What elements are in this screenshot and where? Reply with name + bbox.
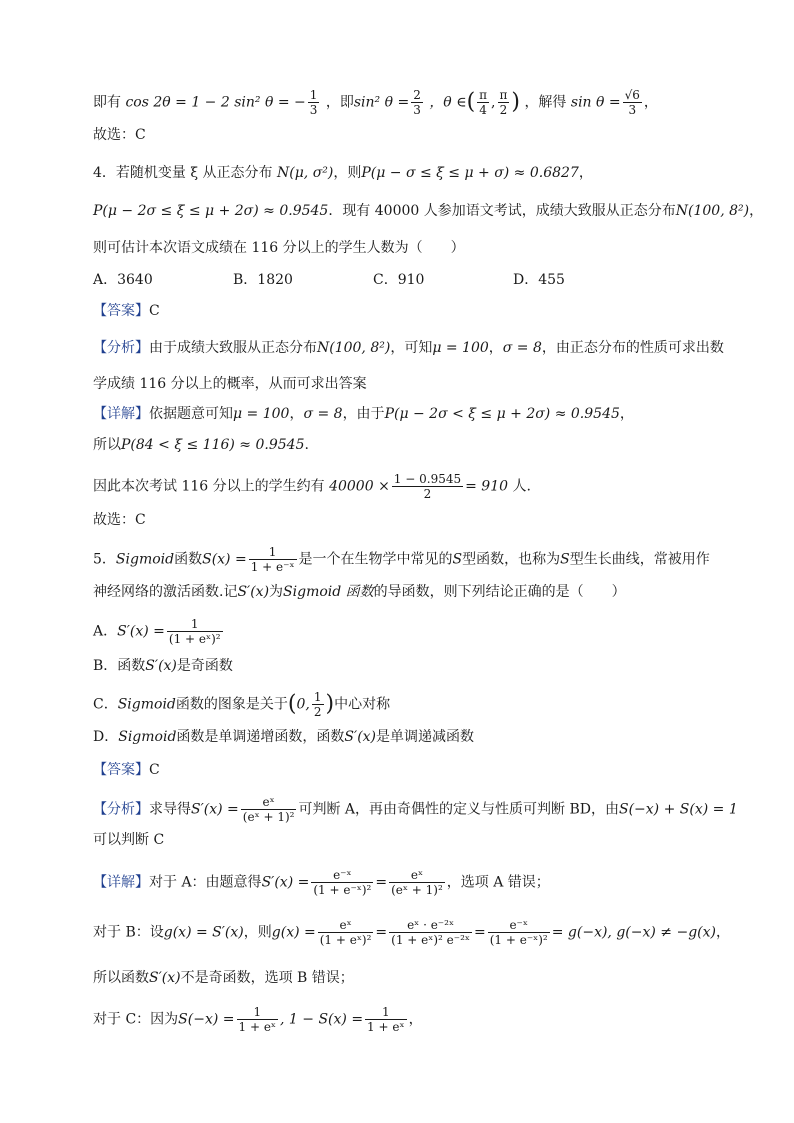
question-5-detail-a <box>93 868 550 897</box>
fraction <box>167 617 223 646</box>
question-5-line-1 <box>93 545 710 574</box>
question-4-line-2 <box>93 201 763 221</box>
math: σ = 8 <box>502 340 542 356</box>
math: P(μ − σ ≤ ξ ≤ μ + σ) ≈ 0.6827 <box>361 165 579 181</box>
text: ， <box>289 406 304 422</box>
text: A． <box>93 623 118 640</box>
fraction <box>308 88 320 117</box>
numerator: 1 <box>381 1005 390 1019</box>
math: S′(x) <box>237 584 270 600</box>
math: N(100, 8²) <box>317 340 391 356</box>
math: P(84 < ξ ≤ 116) ≈ 0.9545 <box>121 437 305 453</box>
question-5-option-c <box>93 690 390 719</box>
text: 是一个在生物学中常见的 <box>298 551 453 568</box>
math: P(μ − 2σ < ξ ≤ μ + 2σ) ≈ 0.9545 <box>384 406 620 422</box>
text: ， <box>619 406 634 422</box>
fraction <box>389 918 472 947</box>
text: ，则 <box>333 165 362 181</box>
text: 型生长曲线，常被用作 <box>569 551 710 568</box>
denominator: 3 <box>623 102 642 117</box>
text: ， <box>488 340 503 356</box>
denominator: (1 + e⁻ˣ)² <box>313 883 372 897</box>
text: ， <box>408 1011 423 1028</box>
numerator: e⁻ˣ <box>509 918 528 932</box>
paren: ) <box>511 89 520 115</box>
math: S(−x) = <box>178 1011 235 1028</box>
math: = 910 <box>465 478 509 495</box>
numerator: π <box>499 88 508 102</box>
answer-tag: 【答案】 <box>93 303 149 319</box>
numerator: eˣ <box>262 795 275 809</box>
numerator: e⁻ˣ <box>333 868 352 882</box>
text: = <box>375 924 388 941</box>
text: 5． <box>93 551 116 568</box>
math: cos 2θ = 1 − 2 sin² θ = − <box>125 94 306 111</box>
text: ， <box>643 94 658 111</box>
numerator: 1 <box>253 1005 262 1019</box>
text: 函数的图象是关于 <box>175 696 288 713</box>
numerator: 1 <box>309 88 318 102</box>
math: Sigmoid <box>117 696 176 713</box>
option-a: A．3640 <box>93 272 153 288</box>
denominator: 3 <box>309 103 318 117</box>
option-b: B．1820 <box>233 272 293 288</box>
text: 即有 <box>93 94 121 111</box>
denominator: 1 + e⁻ˣ <box>250 560 295 574</box>
math: Sigmoid <box>115 551 175 568</box>
denominator: (eˣ + 1)² <box>242 810 295 824</box>
fraction <box>237 1005 279 1034</box>
math: sin θ = <box>570 94 621 111</box>
numerator: 2 <box>413 88 421 102</box>
detail-tag: 【详解】 <box>93 874 149 891</box>
text: 对于 B：设 <box>93 924 164 941</box>
fraction <box>411 88 423 117</box>
question-4-line-1 <box>93 163 593 183</box>
text: 因此本次考试 116 分以上的学生约有 <box>93 478 325 495</box>
question-5-detail-b <box>93 918 730 947</box>
math: S′(x) = <box>261 874 310 891</box>
question-4-options <box>93 270 565 290</box>
math: P(μ − 2σ ≤ ξ ≤ μ + 2σ) ≈ 0.9545 <box>93 203 329 219</box>
denominator: (eˣ + 1)² <box>391 883 443 897</box>
numerator: π <box>479 88 488 102</box>
numerator: eˣ <box>410 868 424 882</box>
math: S(−x) + S(x) = 1 <box>619 801 738 818</box>
fraction <box>365 1005 407 1034</box>
answer-select-line: 故选：C <box>93 127 146 143</box>
text: ，由于 <box>342 406 385 422</box>
text: 不是奇函数，选项 B 错误； <box>180 970 354 986</box>
math: S <box>452 551 463 568</box>
text: 型函数，也称为 <box>462 551 561 568</box>
denominator: 2 <box>392 486 463 501</box>
fraction <box>392 472 463 501</box>
text: ， <box>749 203 764 219</box>
text: 函数 <box>174 551 203 568</box>
math: S′(x) = <box>191 801 239 818</box>
paren: ) <box>325 691 335 717</box>
math: S(x) = <box>202 551 247 568</box>
fraction <box>389 868 445 897</box>
question-5-analysis-line-2: 可以判断 C <box>93 832 165 848</box>
question-5-detail-c <box>93 1005 423 1034</box>
paren: ( <box>287 691 297 717</box>
numerator: eˣ · e⁻²ˣ <box>407 918 455 932</box>
text: 4．若随机变量 ξ 从正态分布 <box>93 165 273 181</box>
math: , 1 − S(x) = <box>280 1011 364 1028</box>
answer-tag: 【答案】 <box>93 762 149 778</box>
question-4-detail-line-2 <box>93 435 309 455</box>
text: 为 <box>269 584 284 600</box>
math: g(x) = S′(x) <box>163 924 244 941</box>
text: 所以函数 <box>93 970 149 986</box>
detail-tag: 【详解】 <box>93 406 149 422</box>
math: μ = 100 <box>432 340 489 356</box>
question-5-detail-b-line-2 <box>93 968 354 988</box>
math: S′(x) = <box>117 623 165 640</box>
analysis-tag: 【分析】 <box>93 340 149 356</box>
denominator: (1 + e⁻ˣ)² <box>489 933 548 947</box>
text: 依据题意可知 <box>149 406 233 422</box>
text: B．函数 <box>93 658 146 674</box>
text: ．现有 40000 人参加语文考试，成绩大致服从正态分布 <box>328 203 676 219</box>
answer-value: C <box>149 303 160 319</box>
numerator: 1 − 0.9545 <box>393 472 462 486</box>
numerator: eˣ <box>339 918 352 932</box>
text: C． <box>93 696 118 713</box>
math: g(x) = <box>271 924 316 941</box>
denominator: 4 <box>477 102 489 117</box>
denominator: 1 + eˣ <box>367 1020 405 1034</box>
question-4-detail-line-3 <box>93 472 531 501</box>
text: ， <box>578 165 593 181</box>
question-5-option-d <box>93 727 474 747</box>
denominator: 2 <box>313 705 322 719</box>
text: 是奇函数 <box>176 658 233 674</box>
math: S′(x) <box>149 970 181 986</box>
fraction <box>488 918 550 947</box>
denominator: 3 <box>413 103 421 117</box>
numerator: 1 <box>268 545 277 559</box>
question-4-detail <box>93 404 634 424</box>
text: 对于 C：因为 <box>93 1011 179 1028</box>
math: sin² θ = <box>353 94 410 111</box>
text: 是单调递减函数 <box>376 729 475 745</box>
text: ，则 <box>243 924 272 941</box>
math: 0, <box>296 696 310 713</box>
solution-line-sin: 即有 cos 2θ = 1 − 2 sin² θ = − $\frac{1}{3}$ ，即sin² θ = $\frac{2}{3}$ ，θ ∈( $\frac{\pi}{4}$ , $\frac{\pi}{2}$ ) ，解得 sin θ = $\frac{√6}{3}$ ， <box>93 88 658 117</box>
denominator: 2 <box>498 102 510 117</box>
question-5-option-b <box>93 656 233 676</box>
text: ，选项 A 错误； <box>446 874 550 891</box>
text: 对于 A：由题意得 <box>149 874 262 891</box>
math: N(100, 8²) <box>675 203 750 219</box>
text: ， <box>715 924 730 941</box>
denominator: 1 + eˣ <box>238 1020 277 1034</box>
fraction <box>623 88 642 117</box>
text: 中心对称 <box>334 696 391 713</box>
question-4-end: 故选：C <box>93 512 146 528</box>
text: 可判断 A，再由奇偶性的定义与性质可判断 BD，由 <box>298 801 619 818</box>
answer-value: C <box>149 762 160 778</box>
fraction <box>318 918 374 947</box>
math: S′(x) <box>344 729 377 745</box>
question-5-answer <box>93 760 160 780</box>
text: 所以 <box>93 437 121 453</box>
fraction <box>498 88 510 117</box>
question-4-answer <box>93 301 160 321</box>
math: μ = 100 <box>233 406 290 422</box>
numerator: 1 <box>190 617 199 631</box>
math: Sigmoid 函数 <box>283 584 374 600</box>
text: 求导得 <box>149 801 191 818</box>
analysis-tag: 【分析】 <box>93 801 149 818</box>
math: S′(x) <box>145 658 177 674</box>
fraction <box>312 690 324 719</box>
math: σ = 8 <box>303 406 343 422</box>
math: 40000 × <box>329 478 390 495</box>
math: Sigmoid <box>118 729 177 745</box>
paren: ( <box>466 89 476 115</box>
fraction <box>241 795 297 824</box>
denominator: (1 + eˣ)² <box>319 933 372 947</box>
question-4-line-3: 则可估计本次语文成绩在 116 分以上的学生人数为（ ） <box>93 240 465 256</box>
question-4-analysis <box>93 338 724 358</box>
text: ，解得 <box>524 94 567 111</box>
text: . <box>304 437 309 453</box>
text: 人. <box>512 478 531 495</box>
fraction <box>249 545 297 574</box>
math: S <box>560 551 570 568</box>
text: = <box>375 874 388 891</box>
text: ，即 <box>325 94 354 111</box>
math: = g(−x), g(−x) ≠ −g(x) <box>551 924 716 941</box>
text: 函数是单调递增函数，函数 <box>176 729 345 745</box>
denominator: (1 + eˣ)² e⁻²ˣ <box>391 933 470 947</box>
text: 的导函数，则下列结论正确的是（ ） <box>373 584 626 600</box>
question-5-analysis <box>93 795 738 824</box>
fraction <box>311 868 373 897</box>
denominator: (1 + eˣ)² <box>168 632 221 646</box>
question-5-option-a <box>93 617 225 646</box>
option-c: C．910 <box>373 272 425 288</box>
text: D． <box>93 729 119 745</box>
numerator: √6 <box>624 88 640 102</box>
text: 神经网络的激活函数.记 <box>93 584 238 600</box>
text: = <box>473 924 486 941</box>
numerator: 1 <box>313 690 322 704</box>
option-d: D．455 <box>513 272 565 288</box>
text: 由于成绩大致服从正态分布 <box>149 340 317 356</box>
question-4-analysis-line-2: 学成绩 116 分以上的概率，从而可求出答案 <box>93 376 367 392</box>
fraction <box>477 88 489 117</box>
text: ，由正态分布的性质可求出数 <box>541 340 724 356</box>
math: ，θ ∈ <box>429 94 467 111</box>
question-5-line-2 <box>93 582 626 602</box>
math: N(μ, σ²) <box>276 165 334 181</box>
text: ，可知 <box>390 340 433 356</box>
